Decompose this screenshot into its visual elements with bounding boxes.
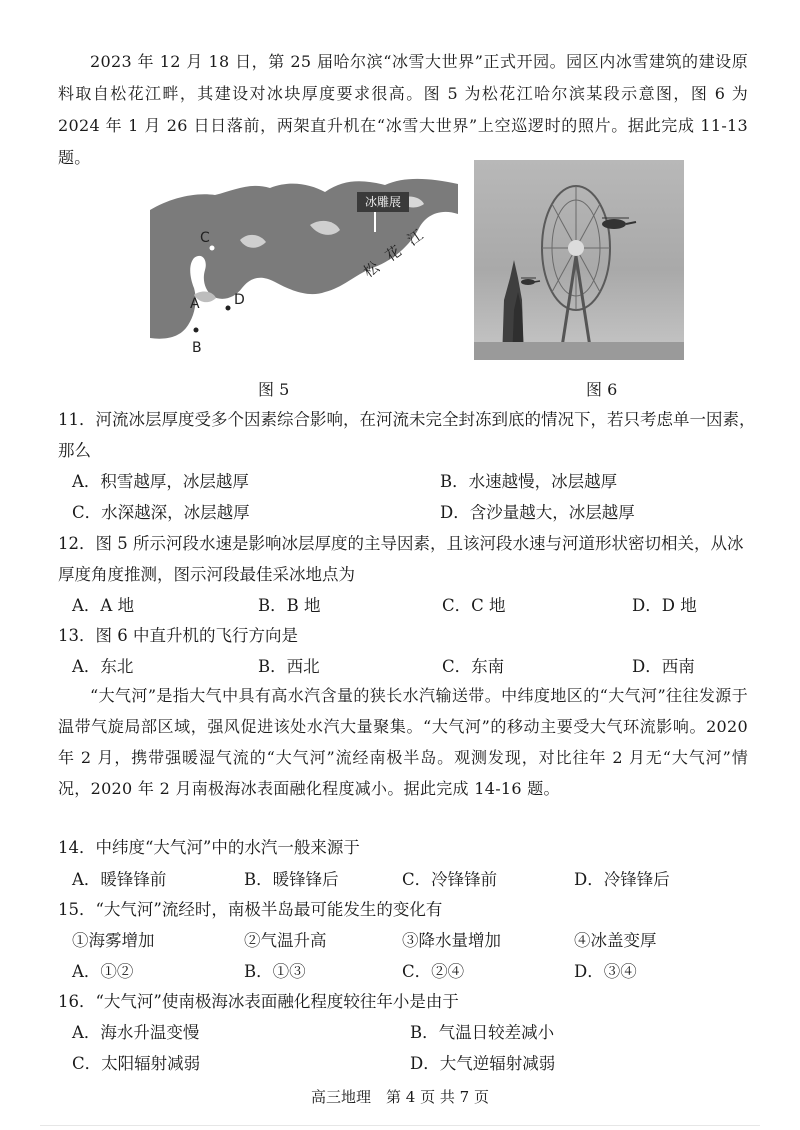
bottom-divider xyxy=(40,1125,760,1126)
q14-option-b: B．暖锋锋后 xyxy=(244,870,339,889)
question-12-stem: 12．图 5 所示河段水速是影响冰层厚度的主导因素，且该河段水速与河道形状密切相关，从冰厚度角度推测，图示河段最佳采冰地点为 xyxy=(58,534,744,584)
q13-option-b: B．西北 xyxy=(258,657,320,676)
q11-option-b: B．水速越慢，冰层越厚 xyxy=(440,472,618,491)
point-b xyxy=(194,328,199,333)
q14-option-a: A．暖锋锋前 xyxy=(72,870,167,889)
q16-option-a: A．海水升温变慢 xyxy=(72,1023,200,1042)
question-14-stem: 14．中纬度“大气河”中的水汽一般来源于 xyxy=(58,838,360,857)
question-13-stem: 13．图 6 中直升机的飞行方向是 xyxy=(58,626,298,645)
q15-statement-2: ②气温升高 xyxy=(244,931,327,950)
q16-option-b: B．气温日较差减小 xyxy=(410,1023,555,1042)
point-c-label: C xyxy=(200,230,210,246)
q14-option-c: C．冷锋锋前 xyxy=(402,870,498,889)
river-label-char-1: 松 xyxy=(359,257,383,282)
q16-option-c: C．太阳辐射减弱 xyxy=(72,1054,201,1073)
figure-5-river-map xyxy=(150,170,458,362)
question-11-stem: 11．河流冰层厚度受多个因素综合影响，在河流未完全封冻到底的情况下，若只考虑单一因素，那么 xyxy=(58,410,756,460)
page-footer: 高三地理 第 4 页 共 7 页 xyxy=(311,1088,489,1106)
point-b-label: B xyxy=(192,340,202,356)
q13-option-c: C．东南 xyxy=(442,657,505,676)
question-16-stem: 16．“大气河”使南极海冰表面融化程度较往年小是由于 xyxy=(58,992,459,1011)
q14-option-d: D．冷锋锋后 xyxy=(574,870,670,889)
helicopter-2 xyxy=(521,278,540,285)
q13-option-a: A．东北 xyxy=(72,657,134,676)
q15-statement-4: ④冰盖变厚 xyxy=(574,931,657,950)
q15-statement-1: ①海雾增加 xyxy=(72,931,155,950)
ice-festival-label: 冰雕展 xyxy=(364,195,402,209)
point-d-label: D xyxy=(234,292,245,308)
q15-option-d: D．③④ xyxy=(574,962,637,981)
q11-option-a: A．积雪越厚，冰层越厚 xyxy=(72,472,249,491)
intro-paragraph-2: “大气河”是指大气中具有高水汽含量的狭长水汽输送带。中纬度地区的“大气河”往往发源于温带气旋局部区域，强风促进该处水汽大量聚集。“大气河”的移动主要受大气环流影响。2020 年 2 月，携带强暖湿气流的“大气河”流经南极半岛。观测发现，对比往年 2 月无“大气河”情况，2020 年 2 月南极海冰表面融化程度减小。据此完成 14-16 题。 xyxy=(58,686,748,798)
figure-6-photo xyxy=(474,160,684,360)
q12-option-c: C．C 地 xyxy=(442,596,506,615)
point-d xyxy=(226,306,231,311)
q16-option-d: D．大气逆辐射减弱 xyxy=(410,1054,556,1073)
q11-option-c: C．水深越深，冰层越厚 xyxy=(72,503,250,522)
point-a-label: A xyxy=(190,296,200,312)
q13-option-d: D．西南 xyxy=(632,657,695,676)
q15-statement-3: ③降水量增加 xyxy=(402,931,501,950)
q15-option-c: C．②④ xyxy=(402,962,465,981)
point-a xyxy=(196,320,201,325)
q15-option-a: A．①② xyxy=(72,962,134,981)
q12-option-a: A．A 地 xyxy=(72,596,135,615)
figure-5-caption: 图 5 xyxy=(258,380,290,399)
question-15-stem: 15．“大气河”流经时，南极半岛最可能发生的变化有 xyxy=(58,900,443,919)
figure-6-caption: 图 6 xyxy=(586,380,618,399)
q15-option-b: B．①③ xyxy=(244,962,306,981)
q12-option-b: B．B 地 xyxy=(258,596,321,615)
river-label-char-2: 花 xyxy=(381,241,405,266)
q12-option-d: D．D 地 xyxy=(632,596,697,615)
q11-option-d: D．含沙量越大，冰层越厚 xyxy=(440,503,635,522)
point-c xyxy=(210,246,215,251)
intro-paragraph-1: 2023 年 12 月 18 日，第 25 届哈尔滨“冰雪大世界”正式开园。园区内冰雪建筑的建设原料取自松花江畔，其建设对冰块厚度要求很高。图 5 为松花江哈尔滨某段示意图，图 6 为 2024 年 1 月 26 日日落前，两架直升机在“冰雪大世界”上空巡逻时的照片。据此完成 11-13 题。 xyxy=(58,52,748,167)
river-label-char-3: 江 xyxy=(403,225,427,250)
